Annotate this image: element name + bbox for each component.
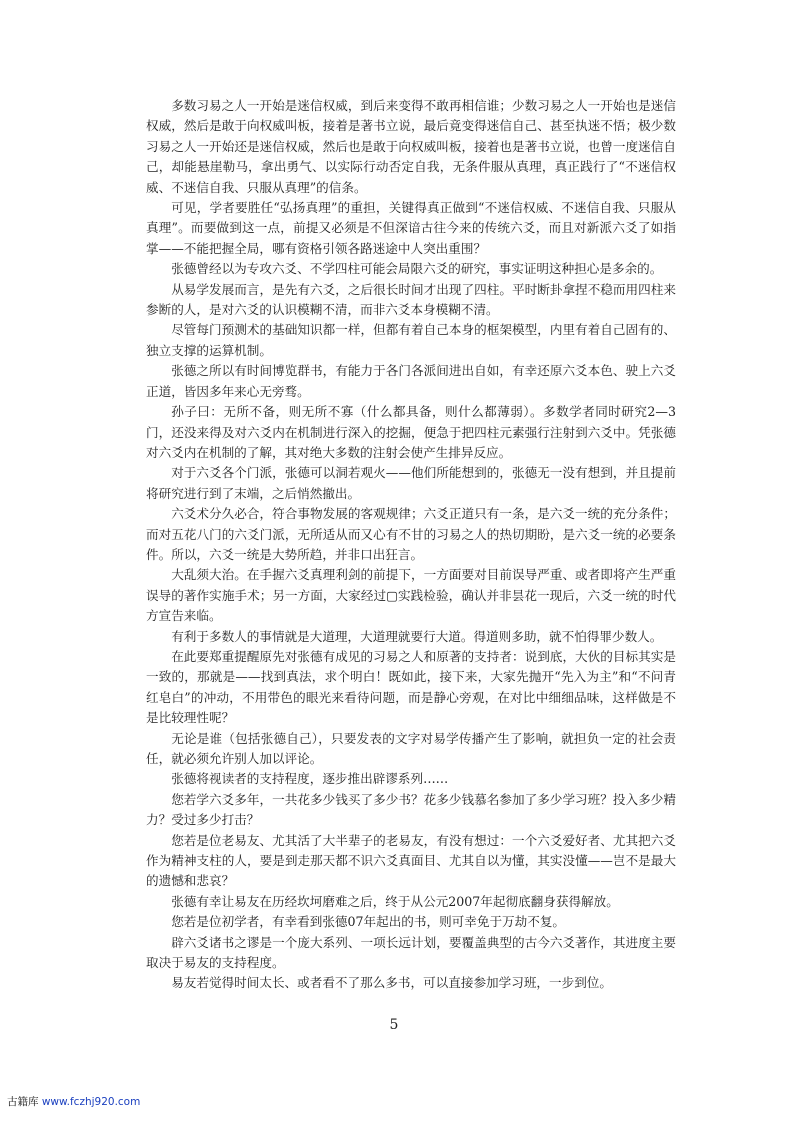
paragraph: 孙子曰：无所不备，则无所不寡（什么都具备，则什么都薄弱）。多数学者同时研究2—3门，还没来得及对六爻内在机制进行深入的挖掘，便急于把四柱元素强行注射到六爻中。凭张德对六爻内在机制的了解，其对绝大多数的注射会使产生排异反应。	[146, 404, 676, 460]
paragraph: 可见，学者要胜任“弘扬真理”的重担，关键得真正做到“不迷信权威、不迷信自我、只服从真理”。而要做到这一点，前提又必须是不但深谙古往今来的传统六爻，而且对新派六爻了如指掌——不能把握全局，哪有资格引领各路迷途中人突出重围？	[146, 200, 676, 256]
paragraph: 大乱须大治。在手握六爻真理利剑的前提下，一方面要对目前误导严重、或者即将产生严重误导的著作实施手术；另一方面，大家经过▢实践检验，确认并非昙花一现后，六爻一统的时代方宣告来临。	[146, 567, 676, 624]
page-number: 5	[389, 1017, 399, 1033]
paragraph: 张德有幸让易友在历经坎坷磨难之后，终于从公元2007年起彻底翻身获得解放。	[171, 893, 619, 909]
paragraph: 张德将视读者的支持程度，逐步推出辟谬系列……	[171, 771, 449, 787]
paragraph: 张德之所以有时间博览群书，有能力于各门各派间进出自如，有幸还原六爻本色、驶上六爻正道，皆因多年来心无旁骛。	[146, 363, 676, 399]
paragraph: 您若学六爻多年，一共花多少钱买了多少书？花多少钱慕名参加了多少学习班？投入多少精力？受过多少打击？	[146, 791, 676, 828]
paragraph: 对于六爻各个门派，张德可以洞若观火——他们所能想到的，张德无一没有想到，并且提前将研究进行到了末端，之后悄然撤出。	[146, 465, 676, 501]
paragraph: 多数习易之人一开始是迷信权威，到后来变得不敢再相信谁；少数习易之人一开始也是迷信权威，然后是敢于向权威叫板，接着是著书立说，最后竟变得迷信自己、甚至执迷不悟；极少数习易之人一开始还是迷信权威，然后也是敢于向权威叫板，接着也是著书立说，也曾一度迷信自己，却能悬崖勒马，拿出勇气、以实际行动否定自我，无条件服从真理，真正践行了“不迷信权威、不迷信自我、只服从真理”的信条。	[146, 98, 676, 195]
paragraph: 您若是位初学者，有幸看到张德07年起出的书，则可幸免于万劫不复。	[171, 914, 566, 930]
paragraph: 无论是谁（包括张德自己），只要发表的文字对易学传播产生了影响，就担负一定的社会责任，就必须允许别人加以评论。	[146, 730, 676, 766]
paragraph: 尽管每门预测术的基础知识都一样，但都有着自己本身的框架模型，内里有着自己固有的、独立支撑的运算机制。	[146, 322, 676, 358]
watermark-url[interactable]: www.fczhj920.com	[41, 1096, 141, 1108]
watermark	[7, 1094, 140, 1109]
paragraph: 在此要郑重提醒原先对张德有成见的习易之人和原著的支持者：说到底，大伙的目标其实是一致的，那就是——找到真法，求个明白！既如此，接下来，大家先抛开“先入为主”和“不问青红皂白”的冲动，不用带色的眼光来看待问题，而是静心旁观，在对比中细细品味，这样做是不是比较理性呢？	[146, 648, 676, 726]
paragraph: 有利于多数人的事情就是大道理，大道理就要行大道。得道则多助，就不怕得罪少数人。	[171, 628, 663, 644]
paragraph: 您若是位老易友、尤其活了大半辈子的老易友，有没有想过：一个六爻爱好者、尤其把六爻作为精神支柱的人，要是到走那天都不识六爻真面目、尤其自以为懂，其实没懂——岂不是最大的遗憾和悲哀？	[146, 832, 676, 889]
paragraph: 张德曾经以为专攻六爻、不学四柱可能会局限六爻的研究，事实证明这种担心是多余的。	[171, 261, 663, 277]
watermark-label: 古籍库	[7, 1096, 39, 1108]
body-text	[146, 96, 676, 994]
paragraph: 从易学发展而言，是先有六爻，之后很长时间才出现了四柱。平时断卦拿捏不稳而用四柱来参断的人，是对六爻的认识模糊不清，而非六爻本身模糊不清。	[146, 281, 676, 318]
paragraph: 辟六爻诸书之谬是一个庞大系列、一项长远计划，要覆盖典型的古今六爻著作，其进度主要取决于易友的支持程度。	[146, 934, 676, 971]
paragraph: 六爻术分久必合，符合事物发展的客观规律；六爻正道只有一条，是六爻一统的充分条件；而对五花八门的六爻门派，无所适从而又心有不甘的习易之人的热切期盼，是六爻一统的必要条件。所以，六爻一统是大势所趋，并非口出狂言。	[146, 506, 676, 562]
paragraph: 易友若觉得时间太长、或者看不了那么多书，可以直接参加学习班，一步到位。	[171, 975, 612, 991]
